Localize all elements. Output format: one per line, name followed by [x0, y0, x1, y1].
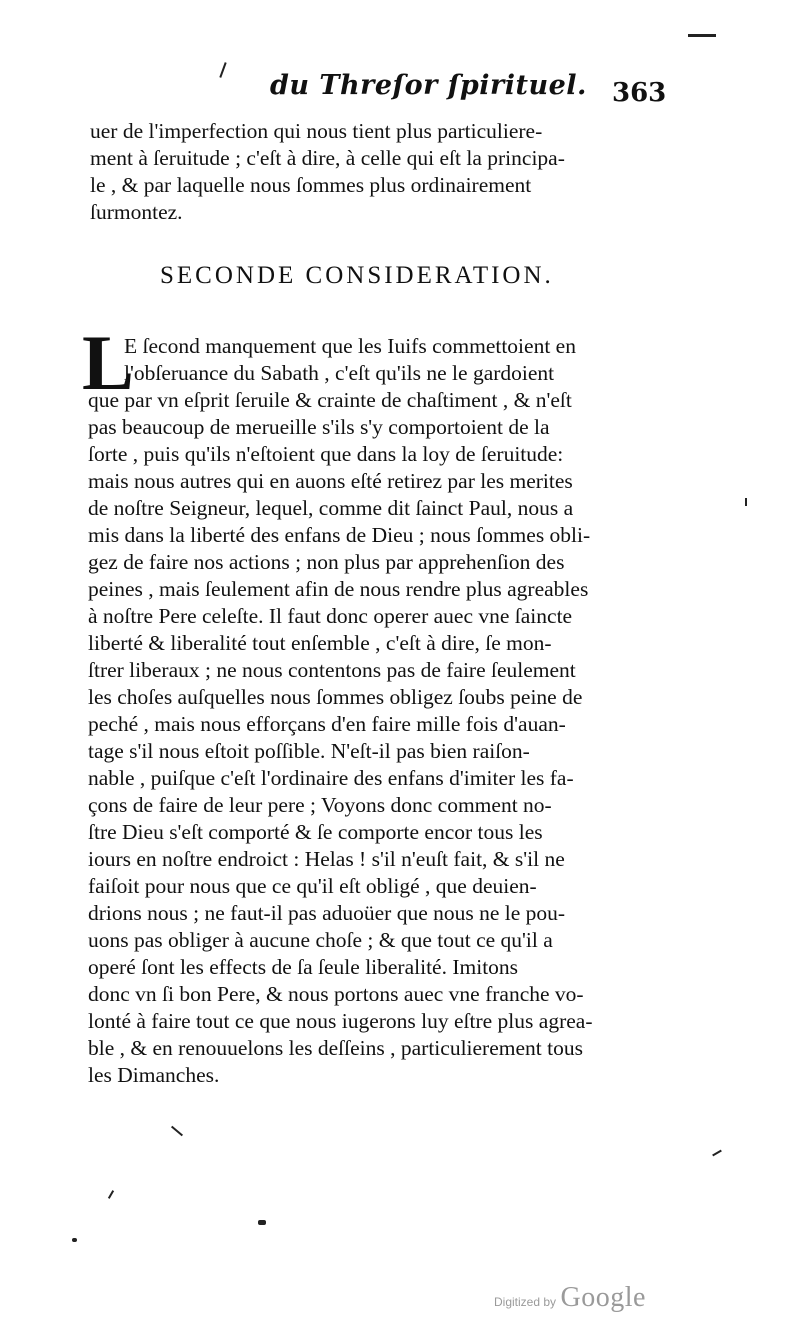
paragraph-line: les Dimanches.	[88, 1063, 220, 1087]
paragraph-line: nable , puiſque c'eſt l'ordinaire des enfans d'imiter les fa-	[88, 766, 574, 790]
watermark-brand-text: Google	[560, 1282, 646, 1313]
paragraph-line: les choſes auſquelles nous ſommes obligez ſoubs peine de	[88, 685, 583, 709]
drop-cap: L	[82, 319, 135, 406]
paragraph-line: ble , & en renouuelons les deſſeins , particulierement tous	[88, 1036, 583, 1060]
ink-speck	[72, 1238, 77, 1242]
paragraph-line: de noſtre Seigneur, lequel, comme dit ſainct Paul, nous a	[88, 496, 574, 520]
paragraph-line: faiſoit pour nous que ce qu'il eſt obligé , que deuien-	[88, 874, 537, 898]
paragraph-line: peché , mais nous efforçans d'en faire mille fois d'auan-	[88, 712, 566, 736]
paragraph-line: mais nous autres qui en auons eſté retirez par les merites	[88, 469, 573, 493]
ink-speck	[108, 1190, 114, 1199]
paragraph-line: uons pas obliger à aucune choſe ; & que tout ce qu'il a	[88, 928, 553, 952]
ink-speck	[712, 1150, 722, 1157]
intro-line: le , & par laquelle nous ſommes plus ordinairement	[90, 173, 532, 197]
intro-line: ſurmontez.	[90, 200, 183, 224]
ink-speck	[258, 1220, 266, 1225]
ink-speck	[219, 62, 226, 78]
paragraph-line: gez de faire nos actions ; non plus par apprehenſion des	[88, 550, 565, 574]
intro-line: uer de l'imperfection qui nous tient plus particuliere-	[90, 119, 543, 143]
paragraph-line: peines , mais ſeulement afin de nous rendre plus agreables	[88, 577, 589, 601]
paragraph-line: lonté à faire tout ce que nous iugerons luy eſtre plus agrea-	[88, 1009, 593, 1033]
paragraph-line: ſtre Dieu s'eſt comporté & ſe comporte encor tous les	[88, 820, 543, 844]
ink-speck	[745, 498, 747, 506]
ink-speck	[171, 1126, 183, 1137]
paragraph-line: E ſecond manquement que les Iuifs commettoient en	[124, 334, 576, 358]
paragraph-line: donc vn ſi bon Pere, & nous portons auec vne franche vo-	[88, 982, 584, 1006]
paragraph-line: ſtrer liberaux ; ne nous contentons pas de faire ſeulement	[88, 658, 576, 682]
paragraph-line: que par vn eſprit ſeruile & crainte de chaſtiment , & n'eſt	[88, 388, 572, 412]
ink-speck	[688, 34, 716, 37]
intro-line: ment à ſeruitude ; c'eſt à dire, à celle qui eſt la principa-	[90, 146, 565, 170]
section-heading: SECONDE CONSIDERATION.	[160, 262, 554, 289]
digitized-by-google-watermark	[494, 1282, 646, 1314]
paragraph-line: tage s'il nous eſtoit poſſible. N'eſt-il pas bien raiſon-	[88, 739, 530, 763]
paragraph-line: çons de faire de leur pere ; Voyons donc comment no-	[88, 793, 552, 817]
paragraph-line: l'obſeruance du Sabath , c'eſt qu'ils ne le gardoient	[124, 361, 555, 385]
page-number: 363	[612, 78, 667, 108]
paragraph-line: iours en noſtre endroict : Helas ! s'il n'euſt fait, & s'il ne	[88, 847, 565, 871]
paragraph-line: ſorte , puis qu'ils n'eſtoient que dans la loy de ſeruitude:	[88, 442, 564, 466]
paragraph-line: mis dans la liberté des enfans de Dieu ; nous ſommes obli-	[88, 523, 591, 547]
paragraph-line: liberté & liberalité tout enſemble , c'eſt à dire, ſe mon-	[88, 631, 552, 655]
paragraph-line: à noſtre Pere celeſte. Il faut donc operer auec vne ſaincte	[88, 604, 573, 628]
paragraph-line: pas beaucoup de merueille s'ils s'y comportoient de la	[88, 415, 550, 439]
paragraph-line: operé ſont les effects de ſa ſeule liberalité. Imitons	[88, 955, 519, 979]
running-title: du Threſor ſpirituel.	[270, 70, 587, 101]
paragraph-line: drions nous ; ne faut-il pas aduoüer que nous ne le pou-	[88, 901, 566, 925]
watermark-small-text: Digitized by	[494, 1295, 557, 1309]
